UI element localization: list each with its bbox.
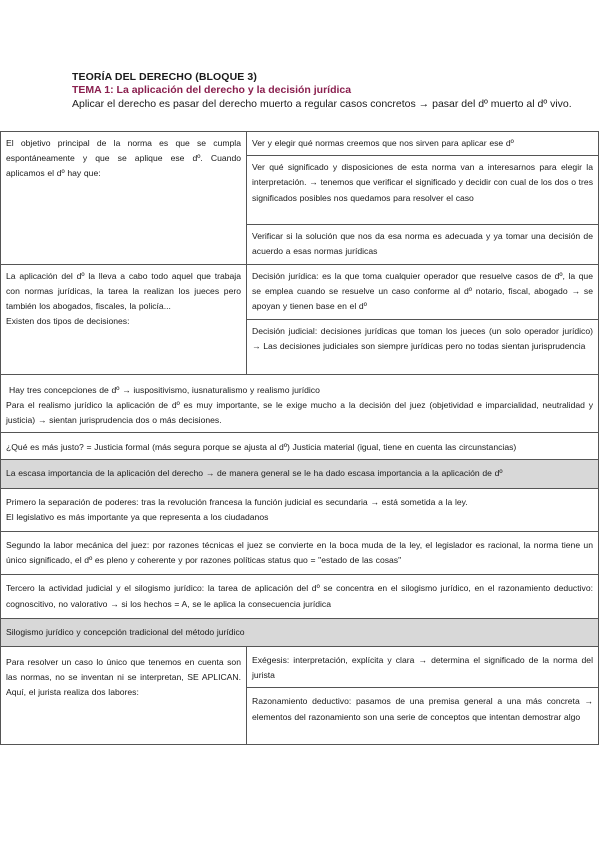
table-cell: Exégesis: interpretación, explícita y clara → determina el significado de la norma del jurista bbox=[247, 647, 599, 688]
table-cell: Ver y elegir qué normas creemos que nos sirven para aplicar ese dº bbox=[247, 132, 599, 156]
table-cell: Tercero la actividad judicial y el silogismo jurídico: la tarea de aplicación del dº se concentra en el silogismo jurídico, en el razonamiento deductivo: cognoscitivo, no valorativo → si los hechos = A, se le aplica la consecuencia jurídica bbox=[1, 575, 599, 618]
table-row bbox=[1, 264, 599, 319]
table-cell: ¿Qué es más justo? = Justicia formal (más segura porque se ajusta al dº) Justicia material (igual, tiene en cuenta las circunstancias) bbox=[1, 433, 599, 460]
table-cell: Decisión jurídica: es la que toma cualquier operador que resuelve casos de dº, la que se emplea cuando se resuelve un caso conforme al dº notario, fiscal, abogado → se apoyan y tienen base en el dº bbox=[247, 264, 599, 319]
cell-paragraph: Existen dos tipos de decisiones: bbox=[6, 316, 130, 327]
cell-paragraph: Primero la separación de poderes: tras la revolución francesa la función judicial es secundaria → está sometida a la ley. bbox=[6, 496, 468, 507]
notes-table bbox=[0, 131, 599, 745]
table-row bbox=[1, 374, 599, 433]
intro-text: Aplicar el derecho es pasar del derecho muerto a regular casos concretos → pasar del dº muerto al dº vivo. bbox=[72, 98, 572, 110]
table-row bbox=[1, 132, 599, 156]
table-row bbox=[1, 460, 599, 488]
cell-paragraph: Hay tres concepciones de dº → iuspositivismo, iusnaturalismo y realismo jurídico bbox=[9, 384, 320, 395]
table-row bbox=[1, 488, 599, 531]
table-cell bbox=[1, 488, 599, 531]
table-row bbox=[1, 618, 599, 646]
cell-paragraph: La aplicación del dº la lleva a cabo todo aquel que trabaja con normas jurídicas, la tarea la realizan los jueces pero también los abogados, fiscales, la policía... bbox=[6, 270, 241, 312]
document-header bbox=[72, 71, 572, 111]
table-cell: Decisión judicial: decisiones jurídicas que toman los jueces (un solo operador jurídico) → Las decisiones judiciales son siempre jurídicas pero no todas sientan jurisprudencia bbox=[247, 319, 599, 374]
table-cell: Verificar si la solución que nos da esa norma es adecuada y ya tomar una decisión de acuerdo a esas normas jurídicas bbox=[247, 225, 599, 264]
table-cell: Razonamiento deductivo: pasamos de una premisa general a una más concreta → elementos del razonamiento son una serie de conceptos que intentan demostrar algo bbox=[247, 688, 599, 745]
table-cell: El objetivo principal de la norma es que se cumpla espontáneamente y que se aplique ese dº. Cuando aplicamos el dº hay que: bbox=[1, 132, 247, 265]
table-cell: Ver qué significado y disposiciones de esta norma van a interesarnos para elegir la interpretación. → tenemos que verificar el significado y decidir con cual de los dos o tres significados posibles nos quedamos para resolver el caso bbox=[247, 156, 599, 225]
table-cell: Para resolver un caso lo único que tenemos en cuenta son las normas, no se inventan ni se interpretan, SE APLICAN. Aquí, el jurista realiza dos labores: bbox=[1, 647, 247, 745]
section-heading: Silogismo jurídico y concepción tradicional del método jurídico bbox=[1, 618, 599, 646]
table-cell bbox=[1, 374, 599, 433]
table-row bbox=[1, 532, 599, 575]
table-row bbox=[1, 575, 599, 618]
document-title: TEORÍA DEL DERECHO (BLOQUE 3) bbox=[72, 71, 257, 83]
cell-paragraph: Para el realismo jurídico la aplicación de dº es muy importante, se le exige mucho a la decisión del juez (objetividad e imparcialidad, neutralidad y justicia) → sientan jurisprudencia dos o más decisiones. bbox=[6, 399, 593, 426]
table-cell: Segundo la labor mecánica del juez: por razones técnicas el juez se convierte en la boca muda de la ley, el legislador es racional, la norma tiene un único significado, el dº es pleno y coherente y por razones políticas status quo = "estado de las cosas" bbox=[1, 532, 599, 575]
table-row bbox=[1, 433, 599, 460]
table-row bbox=[1, 647, 599, 688]
cell-paragraph: El legislativo es más importante ya que representa a los ciudadanos bbox=[6, 511, 269, 522]
topic-heading: TEMA 1: La aplicación del derecho y la decisión jurídica bbox=[72, 84, 352, 96]
section-heading: La escasa importancia de la aplicación del derecho → de manera general se le ha dado escasa importancia a la aplicación de dº bbox=[1, 460, 599, 488]
table-cell bbox=[1, 264, 247, 374]
